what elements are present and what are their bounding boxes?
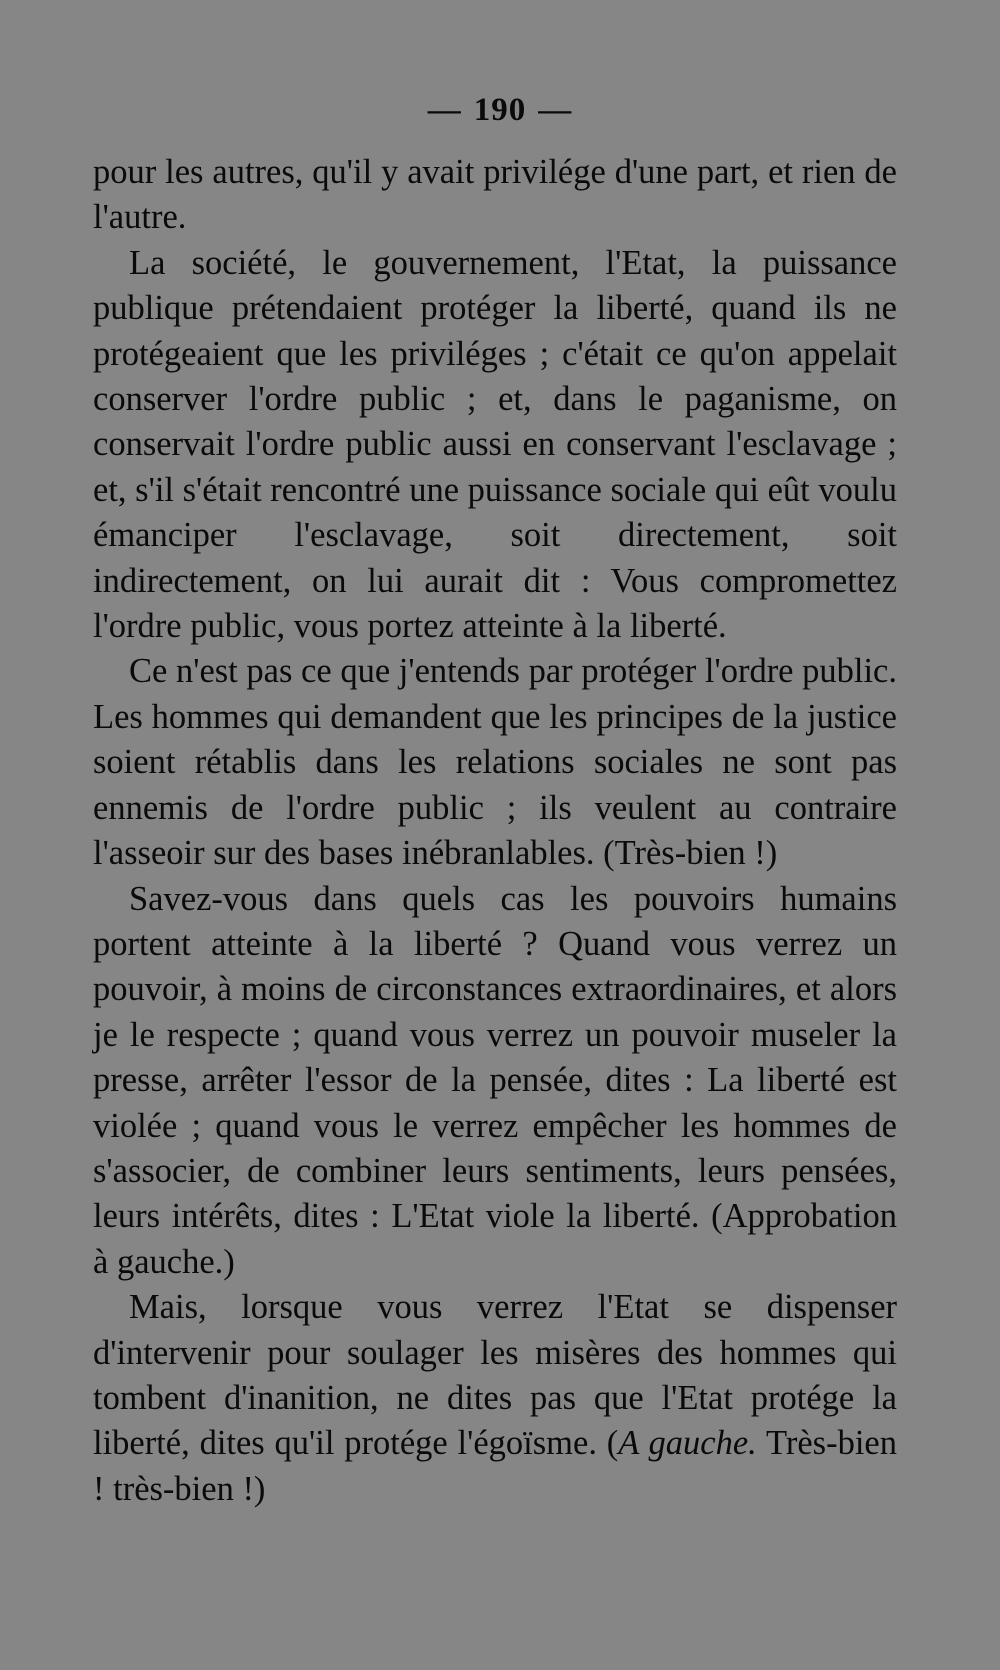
page-number (0, 92, 1000, 129)
page-number-value: 190 (473, 92, 527, 128)
paragraph-society: La société, le gouvernement, l'Etat, la puissance publique prétendaient protéger la liberté, quand ils ne protégeaient que les priviléges ; c'était ce qu'on appelait conserver l'ordre public ; et, dans le paganisme, on conservait l'ordre public aussi en conservant l'esclavage ; et, s'il s'était rencontré une puissance sociale qui eût voulu émanciper l'esclavage, soit directement, soit indirectement, on lui aurait dit : Vous compromettez l'ordre public, vous portez atteinte à la liberté. (93, 243, 897, 646)
page-number-dash-right: — (538, 92, 573, 128)
paragraph-continued: pour les autres, qu'il y avait privilége d'une part, et rien de l'autre. (93, 153, 897, 237)
paragraph-egoism (93, 1285, 897, 1512)
paragraph-liberty: Savez-vous dans quels cas les pouvoirs humains portent atteinte à la liberté ? Quand vous verrez un pouvoir, à moins de circonstances extraordinaires, et alors je le respecte ; quand vous verrez un pouvoir museler la presse, arrêter l'essor de la pensée, dites : La liberté est violée ; quand vous le verrez empêcher les hommes de s'associer, de combiner leurs sentiments, leurs pensées, leurs intérêts, dites : L'Etat viole la liberté. (Approbation à gauche.) (93, 879, 897, 1281)
paragraph-egoism-italic: A gauche. (618, 1424, 757, 1463)
paragraph-egoism-end: Très-bien ! très-bien !) (93, 1424, 897, 1508)
body-text (93, 150, 897, 1512)
page-number-dash-left: — (427, 92, 462, 128)
paragraph-egoism-text: Mais, lorsque vous verrez l'Etat se dispenser d'intervenir pour soulager les misères des hommes qui tombent d'inanition, ne dites pas que l'Etat protége la liberté, dites qu'il protége l'égoïsme. ( (93, 1288, 897, 1463)
paragraph-public-order: Ce n'est pas ce que j'entends par protéger l'ordre public. Les hommes qui demandent que les principes de la justice soient rétablis dans les relations sociales ne sont pas ennemis de l'ordre public ; ils veulent au contraire l'asseoir sur des bases inébranlables. (Très-bien !) (93, 652, 897, 873)
